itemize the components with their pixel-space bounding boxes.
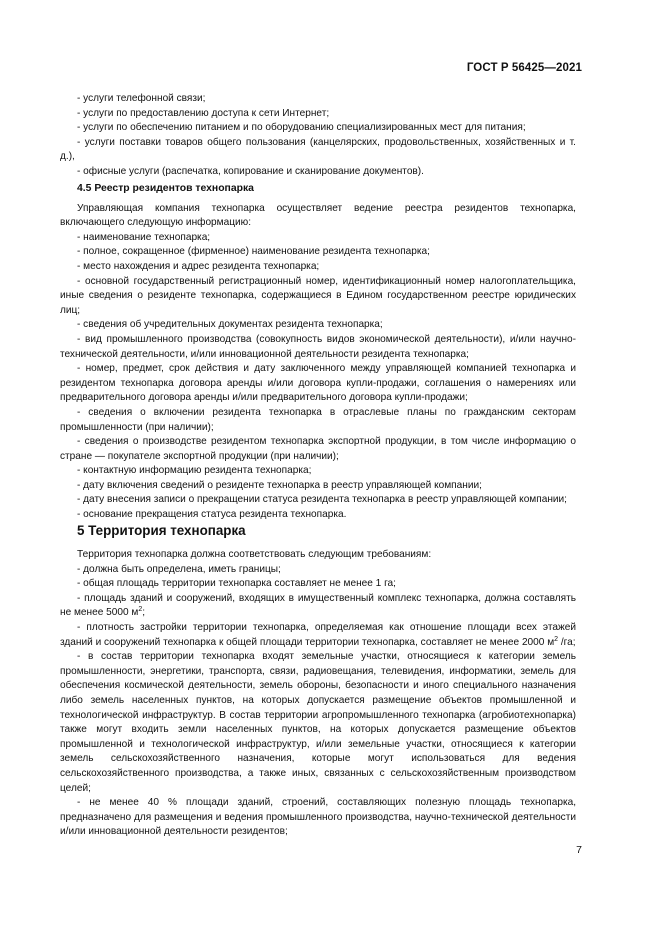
superscript: 2 [554, 635, 559, 643]
list-item: - наименование технопарка; [77, 231, 211, 243]
list-item: - не менее 40 % площади зданий, строений, составляющих полезную площадь технопарка, предназначено для размещения и ведения промышленного производства, научно-технической деятельности и/или инновационной деятельности резидентов; [60, 797, 576, 838]
list-item: - место нахождения и адрес резидента технопарка; [77, 260, 320, 272]
paragraph: Территория технопарка должна соответствовать следующим требованиям: [77, 549, 432, 560]
superscript: 2 [138, 606, 143, 614]
page-number: 7 [576, 844, 582, 856]
list-item [60, 621, 576, 650]
list-item-text: ; [142, 607, 146, 619]
document-code-header: ГОСТ Р 56425—2021 [466, 62, 582, 74]
list-item: - услуги по предоставлению доступа к сети Интернет; [77, 107, 330, 119]
list-item: - сведения о производстве резидентом технопарка экспортной продукции, в том числе информацию о стране — покупателе экспортной продукции (при наличии); [60, 436, 576, 462]
list-item: - основной государственный регистрационный номер, идентификационный номер налогоплательщика, иные сведения о резиденте технопарка, содержащиеся в Едином государственном реестре юридических лиц; [60, 275, 576, 316]
services-list [60, 92, 576, 180]
list-item-text: - площадь зданий и сооружений, входящих в имущественный комплекс технопарка, должна составлять не менее 5000 м [60, 592, 576, 619]
list-item: - услуги поставки товаров общего пользования (канцелярских, продовольственных, хозяйственных и т. д.), [60, 136, 576, 163]
list-item: - дату внесения записи о прекращении статуса резидента технопарка в реестр управляющей компании; [77, 494, 567, 506]
list-item: - сведения о включении резидента технопарка в отраслевые планы по гражданским секторам промышленности (при наличии); [60, 406, 576, 433]
list-item: - дату включения сведений о резиденте технопарка в реестр управляющей компании; [77, 479, 482, 491]
section-heading: 5 Территория технопарка [77, 523, 246, 538]
list-item: - офисные услуги (распечатка, копирование и сканирование документов). [77, 165, 424, 177]
section-4-5 [60, 182, 576, 523]
list-item: - услуги телефонной связи; [77, 93, 206, 104]
list-item: - вид промышленного производства (совокупность видов экономической деятельности), и/или научно-технической деятельности, и/или инновационной деятельности резидента технопарка; [60, 333, 576, 360]
list-item: - услуги по обеспечению питанием и по оборудованию специализированных мест для питания; [77, 122, 526, 134]
list-item: - основание прекращения статуса резидента технопарка. [77, 509, 347, 521]
list-item: - в состав территории технопарка входят земельные участки, относящиеся к категории земель промышленности, энергетики, транспорта, связи, радиовещания, телевидения, информатики, земель для обеспечения космической деятельности, земель обороны, безопасности и иного специального назначения либо земель населенных пунктов, на которых допускается размещение объектов промышленной и технологической инфраструктур. В состав территории агропромышленного технопарка (агробиотехнопарка) также могут входить земли населенных пунктов, на которых допускается размещение объектов промышленной и технологической инфраструктур, и/или земельные участки, относящиеся к категории земель сельскохозяйственного назначения, которые могут использоваться для ведения сельскохозяйственного производства, а также иных, связанных с сельскохозяйственным производством целей; [60, 651, 576, 794]
list-item [60, 592, 576, 621]
paragraph: Управляющая компания технопарка осуществляет ведение реестра резидентов технопарка, включающего следующую информацию: [60, 202, 576, 229]
list-item: - должна быть определена, иметь границы; [77, 563, 281, 575]
list-item: - контактную информацию резидента технопарка; [77, 465, 312, 477]
section-5 [60, 522, 576, 840]
list-item-text: /га; [558, 636, 576, 648]
list-item: - общая площадь территории технопарка составляет не менее 1 га; [77, 578, 396, 590]
list-item: - номер, предмет, срок действия и дату заключенного между управляющей компанией технопарка и резидентом технопарка договора аренды и/или договора купли-продажи, соглашения о намерениях или предварительного договора аренды и/или предварительного договора купли-продажи; [60, 363, 576, 404]
list-item: - полное, сокращенное (фирменное) наименование резидента технопарка; [77, 246, 430, 258]
list-item: - сведения об учредительных документах резидента технопарка; [77, 319, 383, 331]
section-heading: 4.5 Реестр резидентов технопарка [77, 183, 254, 194]
list-item-text: - плотность застройки территории технопарка, определяемая как отношение площади всех этажей зданий и сооружений технопарка к общей площади территории технопарка, составляет не менее 2000 м [60, 621, 576, 648]
